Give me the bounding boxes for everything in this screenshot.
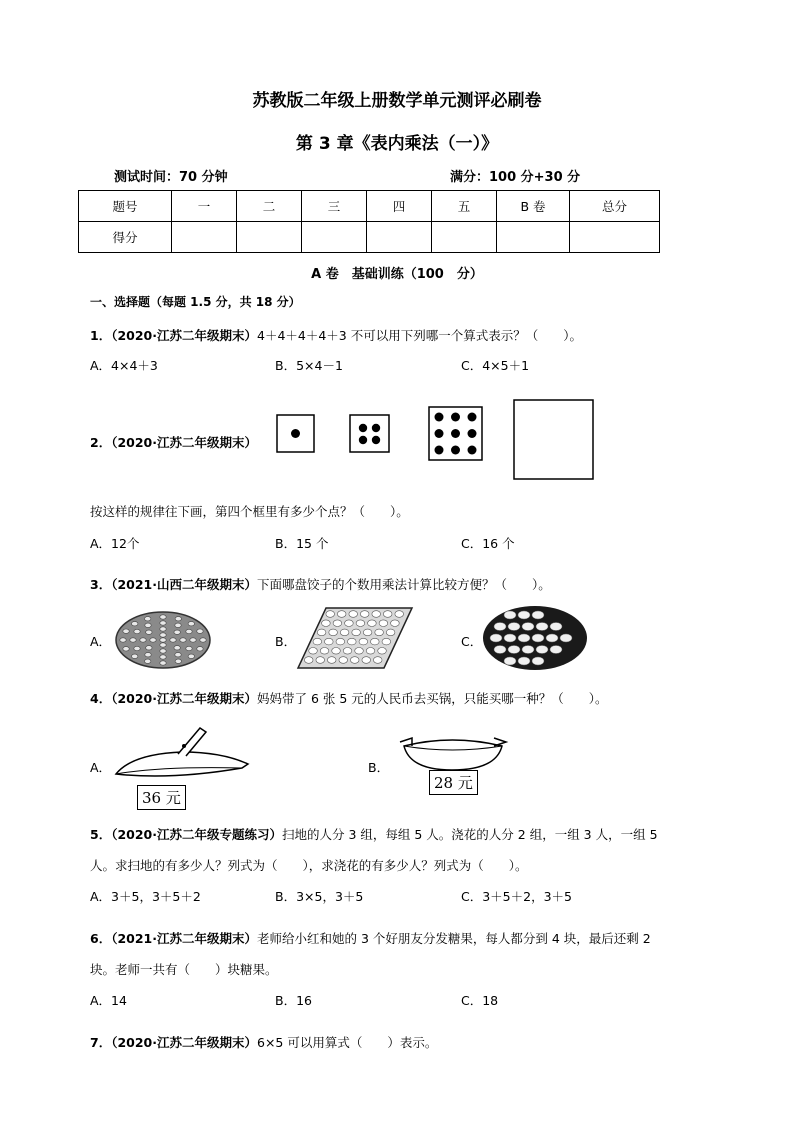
score-cell[interactable] — [497, 222, 570, 253]
table-header-cell: 三 — [302, 191, 367, 222]
option-a[interactable]: A．3＋5，3＋5＋2 — [90, 889, 201, 904]
pan-icon — [398, 726, 508, 774]
dot — [451, 413, 460, 422]
dumpling — [348, 638, 357, 645]
dot — [451, 429, 460, 438]
dumpling — [170, 638, 176, 642]
option-c[interactable]: C．3＋5＋2，3＋5 — [461, 889, 572, 904]
dumpling — [160, 627, 166, 631]
dumpling — [146, 646, 152, 650]
dumpling — [350, 657, 359, 664]
score-cell[interactable] — [237, 222, 302, 253]
dumpling — [200, 638, 206, 642]
question-text: 老师给小红和她的 3 个好朋友分发糖果，每人都分到 4 块，最后还剩 2 — [257, 931, 651, 946]
question-7 — [90, 1033, 437, 1051]
option-b[interactable]: B． — [275, 634, 297, 649]
dumpling — [550, 646, 562, 654]
dumpling — [322, 620, 331, 627]
dumpling — [160, 649, 166, 653]
option-b[interactable]: B．3×5，3＋5 — [275, 889, 364, 904]
table-header-cell: 题号 — [79, 191, 172, 222]
question-text: 妈妈带了 6 张 5 元的人民币去买锅，只能买哪一种？（ ）。 — [257, 691, 608, 706]
dot-box-4-empty[interactable] — [513, 399, 595, 481]
dumpling — [349, 611, 358, 618]
option-c[interactable]: C．4×5＋1 — [461, 358, 530, 373]
dumpling — [550, 623, 562, 631]
dot — [291, 429, 300, 438]
question-number: 4． — [90, 691, 112, 706]
score-cell[interactable] — [432, 222, 497, 253]
dumpling — [383, 611, 392, 618]
price-tag-b: 28 元 — [429, 770, 478, 795]
part1-title: 一、选择题（每题 1.5 分，共 18 分） — [90, 295, 301, 309]
dot — [435, 413, 444, 422]
dumpling — [144, 659, 150, 663]
dot — [451, 446, 460, 455]
question-number: 6． — [90, 931, 112, 946]
dumpling — [175, 617, 181, 621]
dumpling — [123, 647, 129, 651]
dumpling — [120, 638, 126, 642]
dumpling — [160, 621, 166, 625]
dumpling-plate-a — [114, 610, 212, 670]
question-source: （2020·江苏二年级期末） — [111, 1035, 257, 1050]
dumpling — [186, 629, 192, 633]
dumpling — [378, 648, 387, 655]
dumpling — [174, 630, 180, 634]
dumpling — [355, 648, 364, 655]
price-tag-a: 36 元 — [137, 785, 186, 810]
option-c[interactable]: C．18 — [461, 993, 499, 1008]
dumpling — [518, 657, 530, 665]
option-b[interactable]: B．16 — [275, 993, 312, 1008]
question-4 — [90, 689, 608, 707]
dumpling — [532, 634, 544, 642]
question-6-text-2: 块。老师一共有（ ）块糖果。 — [90, 962, 278, 977]
option-c[interactable]: C． — [461, 634, 483, 649]
question-source: （2020·江苏二年级期末） — [111, 435, 257, 450]
question-text: 4＋4＋4＋4＋3 不可以用下列哪一个算式表示？（ ）。 — [257, 328, 582, 343]
question-text: 下面哪盘饺子的个数用乘法计算比较方便？（ ）。 — [257, 577, 551, 592]
dumpling — [504, 634, 516, 642]
dumpling — [188, 622, 194, 626]
full-score: 满分：100 分+30 分 — [450, 170, 581, 185]
dumpling — [360, 611, 369, 618]
dumpling — [504, 657, 516, 665]
question-text: 6×5 可以用算式（ ）表示。 — [257, 1035, 438, 1050]
dot — [468, 446, 477, 455]
table-header-cell: 二 — [237, 191, 302, 222]
question-5 — [90, 825, 658, 843]
option-b[interactable]: B．5×4－1 — [275, 358, 343, 373]
table-header-row — [79, 191, 660, 222]
question-text: 扫地的人分 3 组，每组 5 人。浇花的人分 2 组，一组 3 人，一组 5 — [282, 827, 658, 842]
score-cell[interactable] — [570, 222, 660, 253]
dumpling — [518, 611, 530, 619]
question-source: （2020·江苏二年级期末） — [111, 328, 257, 343]
dumpling — [382, 638, 391, 645]
dumpling — [317, 629, 326, 636]
option-b[interactable]: B． — [368, 760, 390, 775]
dumpling — [504, 611, 516, 619]
dumpling — [508, 623, 520, 631]
dumpling-tray-b — [296, 606, 414, 670]
dumpling — [340, 629, 349, 636]
dumpling — [368, 620, 377, 627]
dumpling — [132, 654, 138, 658]
question-source: （2020·江苏二年级期末） — [111, 691, 257, 706]
dumpling — [180, 638, 186, 642]
dumpling — [333, 620, 342, 627]
dumpling — [144, 617, 150, 621]
dumpling — [560, 634, 572, 642]
page-title: 苏教版二年级上册数学单元测评必刷卷 — [252, 91, 542, 111]
dumpling — [359, 638, 368, 645]
dumpling — [123, 629, 129, 633]
dumpling — [494, 623, 506, 631]
dumpling — [352, 629, 361, 636]
option-c[interactable]: C．16 个 — [461, 536, 515, 551]
dumpling — [160, 633, 166, 637]
dumpling — [160, 661, 166, 665]
dumpling — [494, 646, 506, 654]
option-a[interactable]: A．4×4＋3 — [90, 358, 158, 373]
dot-box-1 — [276, 414, 316, 454]
dot-box-3 — [428, 406, 484, 462]
dumpling — [379, 620, 388, 627]
dumpling — [186, 646, 192, 650]
dumpling — [326, 611, 335, 618]
question-number: 3． — [90, 577, 112, 592]
dumpling — [160, 643, 166, 647]
dumpling — [134, 629, 140, 633]
option-a[interactable]: A． — [90, 760, 112, 775]
dumpling — [140, 638, 146, 642]
table-header-cell: 一 — [172, 191, 237, 222]
chapter-title: 第 3 章《表内乘法（一）》 — [295, 134, 499, 154]
question-1 — [90, 326, 582, 344]
dumpling — [518, 634, 530, 642]
dumpling — [332, 648, 341, 655]
dumpling — [188, 654, 194, 658]
section-a-title: A 卷 基础训练（100 分） — [311, 267, 483, 282]
dumpling — [337, 611, 346, 618]
dumpling — [130, 638, 136, 642]
dot — [372, 436, 380, 444]
dot — [359, 436, 367, 444]
dumpling — [175, 659, 181, 663]
dumpling — [362, 657, 371, 664]
dumpling — [145, 653, 151, 657]
question-number: 5． — [90, 827, 112, 842]
dumpling — [160, 638, 166, 642]
dumpling — [175, 623, 181, 627]
dumpling — [160, 655, 166, 659]
dumpling — [327, 657, 336, 664]
score-cell[interactable] — [367, 222, 432, 253]
dumpling — [536, 646, 548, 654]
dumpling — [316, 657, 325, 664]
dumpling-plate-c — [482, 605, 588, 671]
dumpling — [329, 629, 338, 636]
dot — [468, 429, 477, 438]
dumpling — [336, 638, 345, 645]
dumpling — [363, 629, 372, 636]
option-b[interactable]: B．15 个 — [275, 536, 329, 551]
dumpling — [145, 623, 151, 627]
dumpling — [372, 611, 381, 618]
dumpling — [546, 634, 558, 642]
score-cell[interactable] — [302, 222, 367, 253]
table-row — [79, 222, 660, 253]
dumpling — [508, 646, 520, 654]
dot — [435, 446, 444, 455]
test-time: 测试时间：70 分钟 — [114, 170, 228, 185]
dumpling — [522, 623, 534, 631]
dumpling — [134, 646, 140, 650]
dumpling — [532, 611, 544, 619]
table-row-label: 得分 — [79, 222, 172, 253]
dumpling — [345, 620, 354, 627]
wok-icon — [112, 722, 252, 784]
dumpling — [490, 634, 502, 642]
dumpling — [150, 638, 156, 642]
dumpling — [313, 638, 322, 645]
question-2 — [90, 433, 257, 451]
question-source: （2021·江苏二年级期末） — [111, 931, 257, 946]
question-source: （2021·山西二年级期末） — [111, 577, 257, 592]
score-cell[interactable] — [172, 222, 237, 253]
dumpling — [325, 638, 334, 645]
dumpling — [391, 620, 400, 627]
question-5-text-2: 人。求扫地的有多少人？列式为（ ），求浇花的有多少人？列式为（ ）。 — [90, 858, 528, 873]
dumpling — [190, 638, 196, 642]
dumpling — [132, 622, 138, 626]
dumpling — [320, 648, 329, 655]
dumpling — [304, 657, 313, 664]
dot — [435, 429, 444, 438]
question-number: 1． — [90, 328, 112, 343]
dumpling — [343, 648, 352, 655]
question-2-text: 按这样的规律往下画，第四个框里有多少个点？（ ）。 — [90, 504, 409, 519]
table-header-cell: 四 — [367, 191, 432, 222]
table-header-cell: B 卷 — [497, 191, 570, 222]
question-number: 7． — [90, 1035, 112, 1050]
dumpling — [174, 646, 180, 650]
question-number: 2． — [90, 435, 112, 450]
option-a[interactable]: A． — [90, 634, 112, 649]
dumpling — [395, 611, 404, 618]
dumpling — [371, 638, 380, 645]
dumpling — [309, 648, 318, 655]
dumpling — [386, 629, 395, 636]
table-header-cell: 总分 — [570, 191, 660, 222]
dumpling — [160, 615, 166, 619]
option-a[interactable]: A．14 — [90, 993, 127, 1008]
dumpling — [366, 648, 375, 655]
dumpling — [536, 623, 548, 631]
dumpling — [375, 629, 384, 636]
question-3 — [90, 575, 551, 593]
dumpling — [197, 647, 203, 651]
dot-box-2 — [349, 414, 391, 454]
dumpling — [175, 653, 181, 657]
question-source: （2020·江苏二年级专题练习） — [111, 827, 282, 842]
dot — [372, 424, 380, 432]
dumpling — [146, 630, 152, 634]
dumpling — [339, 657, 348, 664]
dumpling — [532, 657, 544, 665]
question-6 — [90, 929, 651, 947]
dot — [468, 413, 477, 422]
dot — [359, 424, 367, 432]
dumpling — [197, 629, 203, 633]
dumpling — [522, 646, 534, 654]
dumpling — [356, 620, 365, 627]
dumpling — [373, 657, 382, 664]
table-header-cell: 五 — [432, 191, 497, 222]
score-table — [78, 190, 660, 253]
option-a[interactable]: A．12个 — [90, 536, 140, 551]
